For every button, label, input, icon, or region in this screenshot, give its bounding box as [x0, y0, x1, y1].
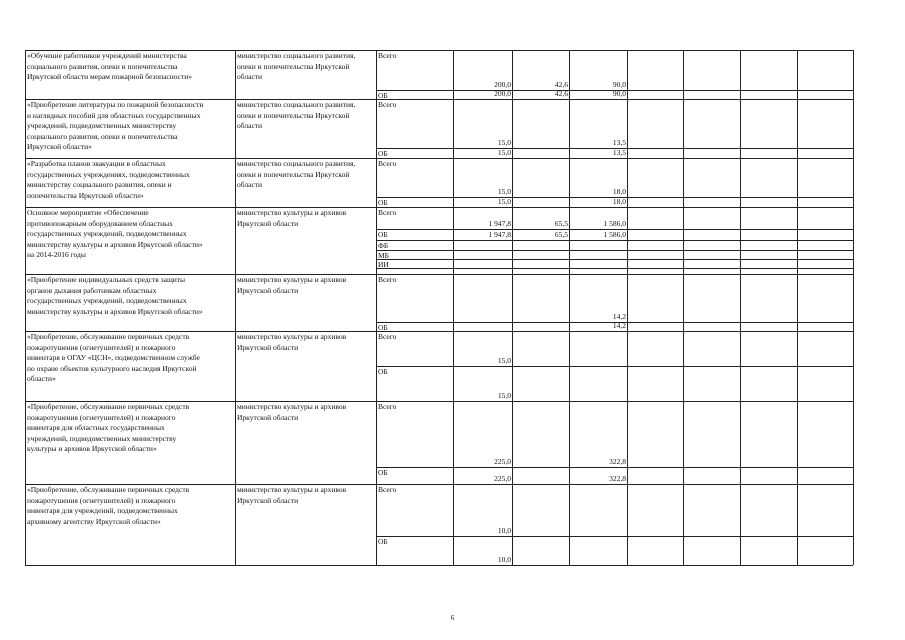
activity-name: «Разработка планов эвакуации в областных государственных учреждениях, подведомственных министерству социального развития, опеки и попечительства Иркутской области»: [27, 159, 190, 200]
column-line: [25, 50, 26, 565]
source-separator: [376, 268, 853, 269]
value-cell: 15,0: [497, 187, 511, 196]
executor-name: министерство социального развития, опеки и попечительства Иркутской области: [237, 100, 356, 131]
activity-name: «Приобретение, обслуживание первичных средств пожаротушения (огнетушителей) и пожарного инвентаря для учреждений, подведомственных архивному агентству Иркутской области»: [27, 485, 190, 526]
value-cell: 322,8: [609, 474, 626, 483]
executor-name: министерство социального развития, опеки и попечительства Иркутской области: [237, 159, 356, 190]
value-cell: 225,0: [494, 474, 511, 483]
value-cell: 15,0: [497, 197, 511, 206]
funding-source: Всего: [378, 484, 397, 494]
value-cell: 13,5: [612, 138, 626, 147]
source-separator: [376, 250, 853, 251]
funding-source: ОБ: [378, 229, 388, 239]
activity-name: «Приобретение, обслуживание первичных средств пожаротушения (огнетушителей) и пожарного инвентаря в ОГАУ «ЦСН», подведомственном службе по охране объектов культурного наследия Иркутской области»: [27, 332, 200, 384]
value-cell: 1 586,0: [603, 219, 626, 228]
funding-source: Всего: [378, 401, 397, 411]
executor-name: министерство культуры и архивов Иркутской области: [237, 275, 347, 295]
column-line: [453, 50, 454, 565]
value-cell: 42,6: [554, 80, 568, 89]
funding-source: ФБ: [378, 240, 389, 250]
column-line: [235, 50, 236, 565]
value-cell: 42,6: [554, 89, 568, 98]
column-line: [376, 50, 377, 565]
column-line: [512, 50, 513, 565]
value-cell: 90,0: [612, 89, 626, 98]
value-cell: 18,0: [612, 187, 626, 196]
value-cell: 14,2: [612, 321, 626, 330]
funding-source: Всего: [378, 50, 397, 60]
funding-source: ОБ: [378, 90, 388, 100]
funding-source: Всего: [378, 274, 397, 284]
executor-name: министерство культуры и архивов Иркутской области: [237, 402, 347, 422]
value-cell: 90,0: [612, 80, 626, 89]
source-separator: [376, 259, 853, 260]
activity-name: «Обучение работников учреждений министерства социального развития, опеки и попечительства Иркутской области мерам пожарной безопасности»: [27, 51, 193, 82]
value-cell: 13,5: [612, 148, 626, 157]
value-cell: 200,0: [494, 80, 511, 89]
executor-name: министерство культуры и архивов Иркутской области: [237, 208, 347, 228]
row-border: [25, 565, 853, 566]
column-line: [569, 50, 570, 565]
funding-source: ОБ: [378, 536, 388, 546]
value-cell: 15,0: [497, 148, 511, 157]
source-separator: [376, 366, 853, 367]
funding-source: Всего: [378, 207, 397, 217]
column-line: [853, 50, 854, 565]
value-cell: 15,0: [497, 138, 511, 147]
source-separator: [376, 536, 853, 537]
column-line: [797, 50, 798, 565]
source-separator: [376, 467, 853, 468]
funding-source: ОБ: [378, 148, 388, 158]
value-cell: 65,5: [554, 219, 568, 228]
funding-source: Всего: [378, 158, 397, 168]
value-cell: 1 586,0: [603, 230, 626, 239]
value-cell: 14,2: [612, 312, 626, 321]
value-cell: 225,0: [494, 457, 511, 466]
value-cell: 18,0: [612, 197, 626, 206]
page-number: 6: [450, 614, 455, 622]
activity-name: Основное мероприятие «Обеспечение противопожарным оборудованием областных государственных учреждений, подведомственных министерству культуры и архивов Иркутской области» на 2014-2016 годы: [27, 208, 203, 260]
value-cell: 15,0: [497, 356, 511, 365]
column-line: [683, 50, 684, 565]
funding-source: Всего: [378, 331, 397, 341]
funding-source: ОБ: [378, 467, 388, 477]
column-line: [740, 50, 741, 565]
executor-name: министерство культуры и архивов Иркутской области: [237, 332, 347, 352]
funding-source: Всего: [378, 99, 397, 109]
activity-name: «Приобретение индивидуальных средств защиты органов дыхания работникам областных государственных учреждений, подведомственных министерству культуры и архивов Иркутской области»: [27, 275, 203, 316]
value-cell: 322,8: [609, 457, 626, 466]
value-cell: 1 947,8: [488, 219, 511, 228]
activity-name: «Приобретение, обслуживание первичных средств пожаротушения (огнетушителей) и пожарного инвентаря для областных государственных учреждений, подведомственных министерству культуры и архивов Иркутской области»: [27, 402, 190, 454]
activity-name: «Приобретение литературы по пожарной безопасности и наглядных пособий для областных государственных учреждений, подведомственных министерству социального развития, опеки и попечительства Иркутской области»: [27, 100, 204, 152]
executor-name: министерство социального развития, опеки и попечительства Иркутской области: [237, 51, 356, 82]
executor-name: министерство культуры и архивов Иркутской области: [237, 485, 347, 505]
source-separator: [376, 240, 853, 241]
column-line: [627, 50, 628, 565]
value-cell: 10,0: [497, 526, 511, 535]
value-cell: 10,0: [497, 555, 511, 564]
value-cell: 200,0: [494, 89, 511, 98]
value-cell: 15,0: [497, 391, 511, 400]
funding-source: ОБ: [378, 322, 388, 332]
funding-source: ОБ: [378, 366, 388, 376]
funding-source: ОБ: [378, 197, 388, 207]
funding-source: МБ: [378, 250, 389, 260]
funding-source: ИИ: [378, 259, 389, 269]
value-cell: 1 947,8: [488, 230, 511, 239]
value-cell: 65,5: [554, 230, 568, 239]
